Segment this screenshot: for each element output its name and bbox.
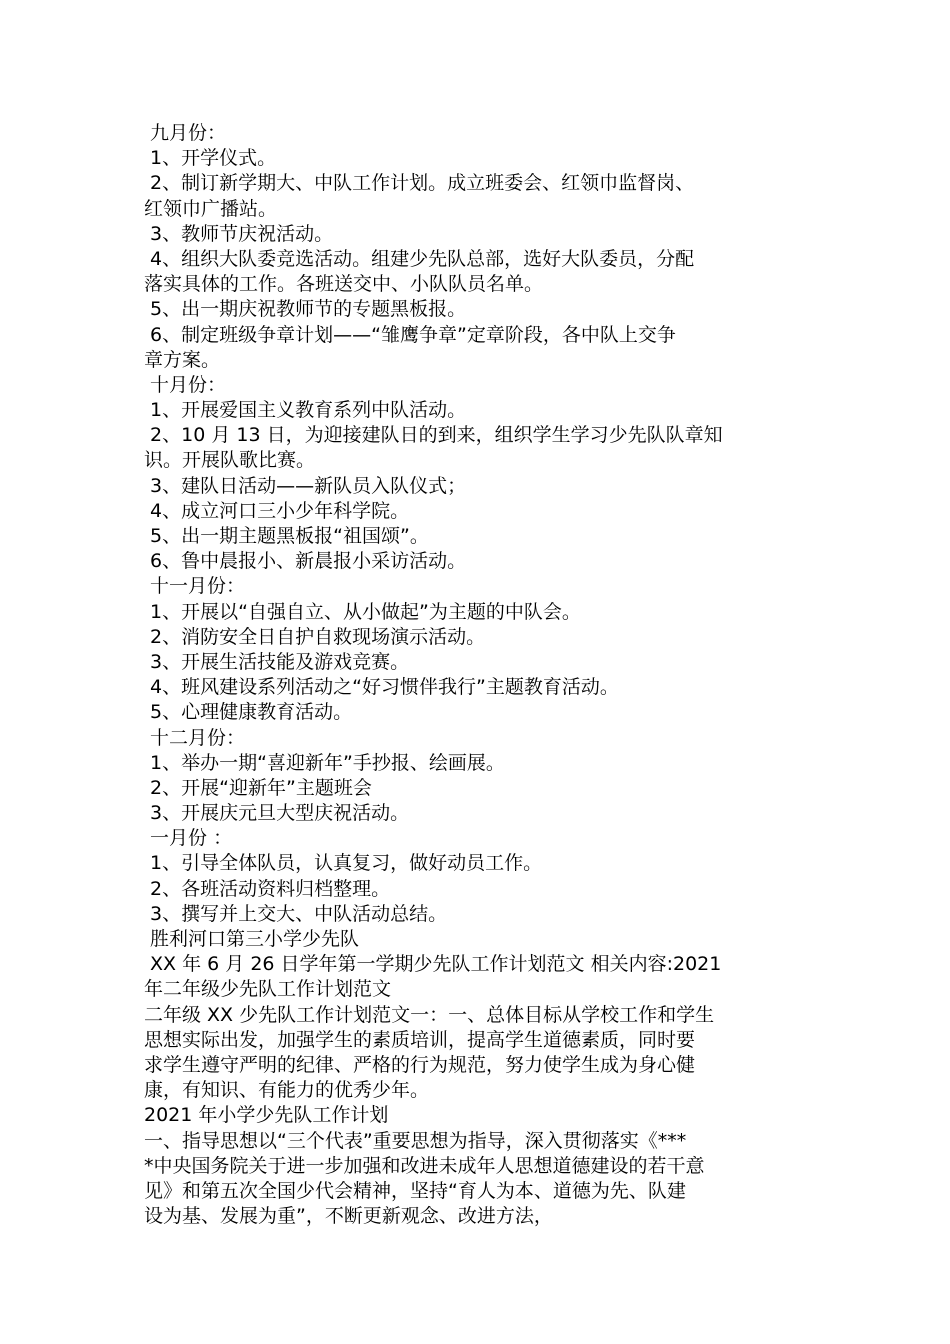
text-line: 4、成立河口三小少年科学院。 bbox=[144, 499, 410, 522]
text-line: 2021 年小学少先队工作计划 bbox=[144, 1104, 389, 1127]
text-line: 康，有知识、有能力的优秀少年。 bbox=[144, 1079, 430, 1102]
text-line: 1、举办一期“喜迎新年”手抄报、绘画展。 bbox=[144, 751, 505, 774]
text-line: 2、开展“迎新年”主题班会 bbox=[144, 776, 372, 799]
text-line: 4、班风建设系列活动之“好习惯伴我行”主题教育活动。 bbox=[144, 676, 619, 699]
text-line: 红领巾广播站。 bbox=[144, 197, 278, 220]
text-line: 1、引导全体队员，认真复习，做好动员工作。 bbox=[144, 852, 543, 875]
text-line: 思想实际出发，加强学生的素质培训，提高学生道德素质，同时要 bbox=[144, 1028, 696, 1051]
text-line: 落实具体的工作。各班送交中、小队队员名单。 bbox=[144, 273, 544, 296]
text-line: 4、组织大队委竞选活动。组建少先队总部，选好大队委员，分配 bbox=[144, 247, 695, 270]
text-line: 2、10 月 13 日，为迎接建队日的到来，组织学生学习少先队队章知 bbox=[144, 424, 723, 447]
text-line: 十一月份： bbox=[144, 575, 246, 598]
text-line: 5、心理健康教育活动。 bbox=[144, 701, 353, 724]
text-line: 十二月份： bbox=[144, 726, 246, 749]
text-line: 年二年级少先队工作计划范文 bbox=[144, 978, 392, 1001]
text-line: XX 年 6 月 26 日学年第一学期少先队工作计划范文 相关内容:2021 bbox=[144, 953, 722, 976]
text-line: 十月份： bbox=[144, 373, 227, 396]
text-line: 一月份 ： bbox=[144, 827, 233, 850]
text-line: 九月份： bbox=[144, 122, 227, 144]
text-line: 设为基、发展为重”，不断更新观念、改进方法， bbox=[144, 1205, 553, 1228]
text-line: 见》和第五次全国少代会精神，坚持“育人为本、道德为先、队建 bbox=[144, 1179, 686, 1202]
text-line: 5、出一期主题黑板报“祖国颂”。 bbox=[144, 525, 429, 547]
text-line: 2、消防安全日自护自救现场演示活动。 bbox=[144, 625, 486, 648]
text-line: 二年级 XX 少先队工作计划范文一：一、总体目标从学校工作和学生 bbox=[144, 1003, 715, 1026]
text-line: 3、开展生活技能及游戏竞赛。 bbox=[144, 650, 410, 673]
text-line: 胜利河口第三小学少先队 bbox=[144, 928, 360, 950]
text-line: 1、开展爱国主义教育系列中队活动。 bbox=[144, 399, 467, 422]
text-line: 2、各班活动资料归档整理。 bbox=[144, 877, 391, 900]
text-line: 1、开学仪式。 bbox=[144, 147, 277, 170]
text-line: 6、鲁中晨报小、新晨报小采访活动。 bbox=[144, 550, 467, 573]
text-line: 章方案。 bbox=[144, 348, 221, 371]
text-line: 6、制定班级争章计划——“雏鹰争章”定章阶段，各中队上交争 bbox=[144, 323, 676, 346]
text-line: 求学生遵守严明的纪律、严格的行为规范，努力使学生成为身心健 bbox=[144, 1053, 696, 1076]
text-line: 3、撰写并上交大、中队活动总结。 bbox=[144, 902, 448, 925]
text-line: 3、教师节庆祝活动。 bbox=[144, 222, 334, 245]
text-line: 1、开展以“自强自立、从小做起”为主题的中队会。 bbox=[144, 600, 581, 623]
text-line: 3、建队日活动——新队员入队仪式； bbox=[144, 474, 467, 497]
document-body bbox=[144, 121, 808, 1229]
text-line: 2、制订新学期大、中队工作计划。成立班委会、红领巾监督岗、 bbox=[144, 172, 695, 195]
text-line: 识。开展队歌比赛。 bbox=[144, 449, 316, 472]
text-line: 5、出一期庆祝教师节的专题黑板报。 bbox=[144, 298, 467, 321]
text-line: 一、指导思想以“三个代表”重要思想为指导，深入贯彻落实《*** bbox=[144, 1129, 687, 1152]
text-line: *中央国务院关于进一步加强和改进未成年人思想道德建设的若干意 bbox=[144, 1154, 705, 1177]
text-line: 3、开展庆元旦大型庆祝活动。 bbox=[144, 802, 410, 825]
